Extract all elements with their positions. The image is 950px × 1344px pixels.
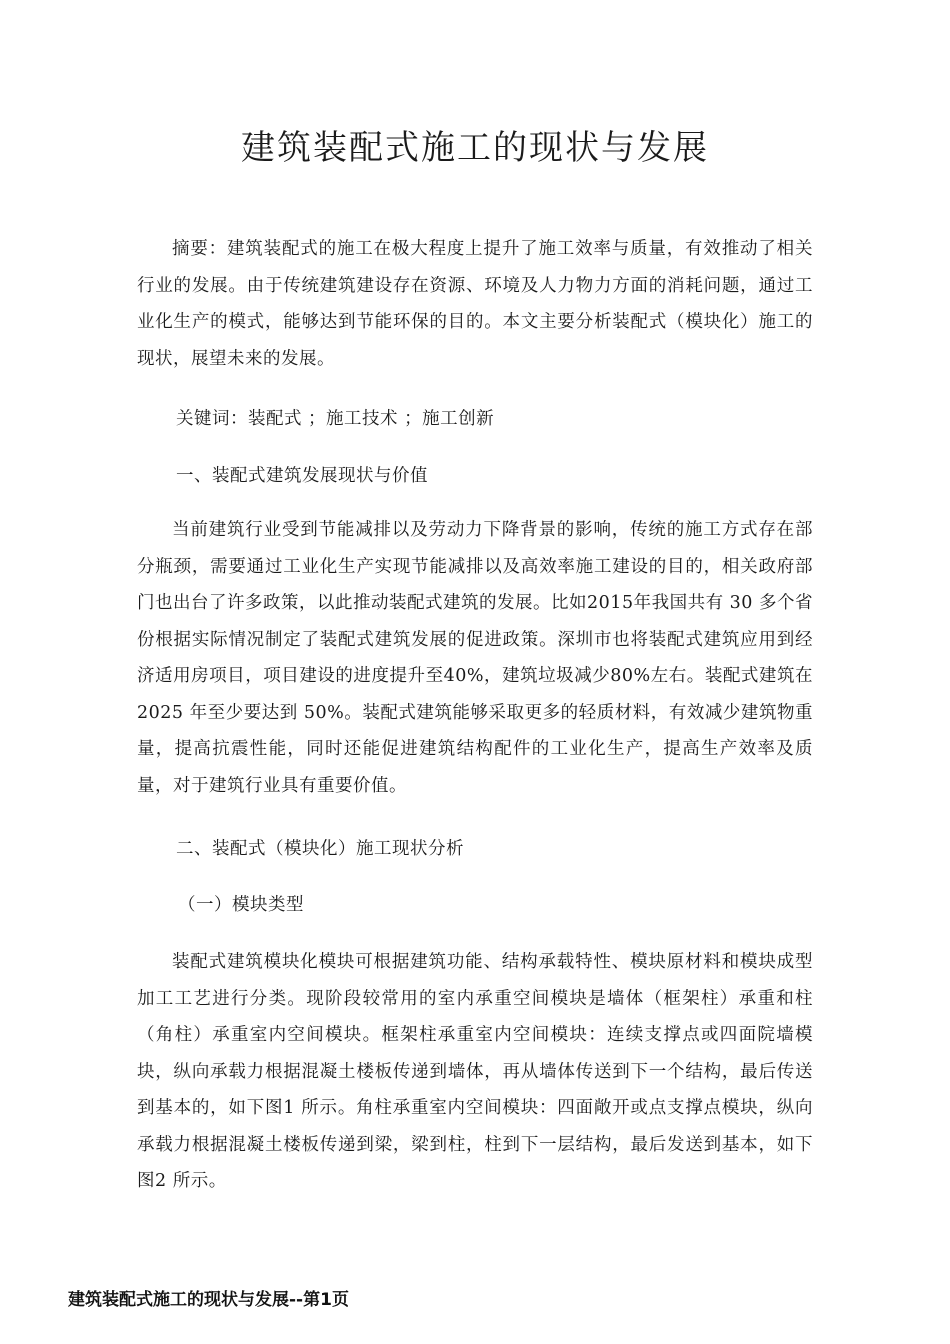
abstract-paragraph: 摘要：建筑装配式的施工在极大程度上提升了施工效率与质量，有效推动了相关行业的发展。由于传统建筑建设存在资源、环境及人力物力方面的消耗问题，通过工业化生产的模式，能够达到节能环保的目的。本文主要分析装配式（模块化）施工的现状，展望未来的发展。 — [137, 239, 813, 369]
keywords-line: 关键词：装配式 ；施工技术 ；施工创新 — [176, 409, 495, 429]
subsection-1-body: 装配式建筑模块化模块可根据建筑功能、结构承载特性、模块原材料和模块成型加工工艺进行分类。现阶段较常用的室内承重空间模块是墙体（框架柱）承重和柱（角柱）承重室内空间模块。框架柱承重室内空间模块：连续支撑点或四面院墙模块，纵向承载力根据混凝土楼板传递到墙体，再从墙体传送到下一个结构，最后传送到基本的，如下图1 所示。角柱承重室内空间模块：四面敞开或点支撑点模块，纵向承载力根据混凝土楼板传递到梁，梁到柱，柱到下一层结构，最后发送到基本，如下图2 所示。 — [137, 952, 813, 1191]
section-1-heading: 一、装配式建筑发展现状与价值 — [176, 466, 428, 486]
document-title: 建筑装配式施工的现状与发展 — [241, 128, 709, 168]
section-1-body: 当前建筑行业受到节能减排以及劳动力下降背景的影响，传统的施工方式存在部分瓶颈，需要通过工业化生产实现节能减排以及高效率施工建设的目的，相关政府部门也出台了许多政策，以此推动装配式建筑的发展。比如2015年我国共有 30 多个省份根据实际情况制定了装配式建筑发展的促进政策。深圳市也将装配式建筑应用到经济适用房项目，项目建设的进度提升至40%，建筑垃圾减少80%左右。装配式建筑在 2025 年至少要达到 50%。装配式建筑能够采取更多的轻质材料，有效减少建筑物重量，提高抗震性能，同时还能促进建筑结构配件的工业化生产，提高生产效率及质量，对于建筑行业具有重要价值。 — [137, 520, 813, 796]
page-footer: 建筑装配式施工的现状与发展--第1页 — [68, 1290, 349, 1310]
subsection-1-heading: （一）模块类型 — [178, 895, 304, 915]
section-2-heading: 二、装配式（模块化）施工现状分析 — [176, 839, 464, 859]
